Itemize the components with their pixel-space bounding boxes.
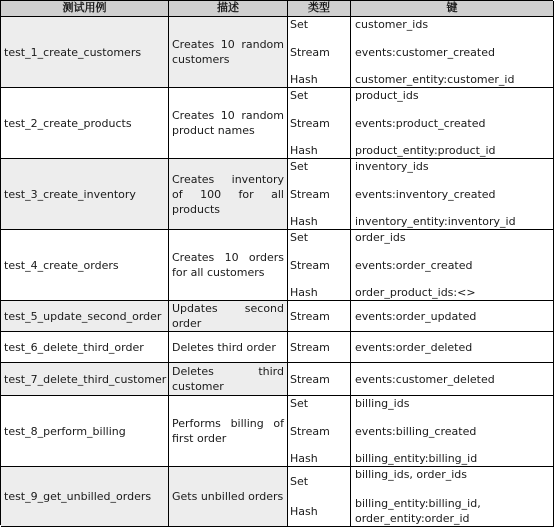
row-2-type-3: Hash — [290, 144, 318, 157]
table-row-1-name: test_1_create_customers — [1, 17, 169, 88]
row-6-type-1: Stream — [290, 340, 330, 354]
table-row-4-key — [351, 230, 554, 301]
table-row-3-type — [288, 159, 351, 230]
row-4-desc-text: Creates 10 orders for all customers — [172, 251, 284, 279]
table-row-8-key — [351, 396, 554, 467]
table-row-2-name: test_2_create_products — [1, 88, 169, 159]
row-4-key-2: events:order_created — [355, 258, 473, 272]
row-6-key-1: events:order_deleted — [355, 340, 473, 354]
row-7-desc-text: Deletes third customer — [172, 365, 284, 393]
row-1-desc-text: Creates 10 random customers — [172, 38, 284, 66]
table-row-9-name: test_9_get_unbilled_orders — [1, 467, 169, 527]
row-7-key-1: events:customer_deleted — [355, 372, 495, 386]
row-4-key-3: order_product_ids:<> — [355, 286, 476, 299]
row-8-key-3: billing_entity:billing_id — [355, 452, 478, 465]
row-2-desc-text: Creates 10 random product names — [172, 109, 284, 137]
table-row-2-key — [351, 88, 554, 159]
table-row-4-name: test_4_create_orders — [1, 230, 169, 301]
row-4-key-1: order_ids — [355, 231, 406, 244]
row-8-type-1: Set — [290, 397, 309, 410]
row-2-key-2: events:product_created — [355, 116, 486, 130]
row-9-type-2: Hash — [290, 504, 318, 518]
table-row-2-desc — [169, 88, 288, 159]
table-row-8-desc — [169, 396, 288, 467]
table-row-8-type — [288, 396, 351, 467]
row-5-type-1: Stream — [290, 309, 330, 323]
table-row-9-desc — [169, 467, 288, 527]
table-row-7-type — [288, 363, 351, 396]
header-test-case: 测试用例 — [1, 1, 169, 17]
header-type: 类型 — [288, 1, 351, 17]
row-8-type-2: Stream — [290, 424, 330, 438]
table-row-1-type — [288, 17, 351, 88]
table-row-4-type — [288, 230, 351, 301]
row-9-type-1: Set — [290, 475, 309, 489]
row-7-type-1: Stream — [290, 372, 330, 386]
row-4-type-3: Hash — [290, 286, 318, 299]
row-3-key-3: inventory_entity:inventory_id — [355, 215, 516, 228]
row-2-type-1: Set — [290, 89, 309, 102]
row-3-type-3: Hash — [290, 215, 318, 228]
table-row-5-type — [288, 301, 351, 332]
row-1-key-3: customer_entity:customer_id — [355, 73, 515, 86]
table-row-1-desc — [169, 17, 288, 88]
row-1-type-2: Stream — [290, 45, 330, 59]
table-row-6-type — [288, 332, 351, 363]
table-row-6-desc — [169, 332, 288, 363]
table-row-3-key — [351, 159, 554, 230]
row-9-key-1: billing_ids, order_ids — [355, 468, 468, 481]
table-row-9-type — [288, 467, 351, 527]
row-9-key-2: billing_entity:billing_id, — [355, 497, 481, 510]
table-row-1-key — [351, 17, 554, 88]
table-row-7-key — [351, 363, 554, 396]
row-1-key-1: customer_ids — [355, 18, 429, 31]
table-row-5-key — [351, 301, 554, 332]
row-2-key-3: product_entity:product_id — [355, 144, 496, 157]
table-row-7-desc — [169, 363, 288, 396]
row-2-type-2: Stream — [290, 116, 330, 130]
row-1-type-3: Hash — [290, 73, 318, 86]
row-9-desc-text: Gets unbilled orders — [172, 490, 284, 503]
table-row-3-desc — [169, 159, 288, 230]
table-row-7-name: test_7_delete_third_customer — [1, 363, 169, 396]
header-key: 键 — [351, 1, 554, 17]
table-row-5-name: test_5_update_second_order — [1, 301, 169, 332]
row-2-key-1: product_ids — [355, 89, 419, 102]
table-row-3-name: test_3_create_inventory — [1, 159, 169, 230]
row-4-type-2: Stream — [290, 258, 330, 272]
row-8-key-2: events:billing_created — [355, 424, 477, 438]
row-5-key-1: events:order_updated — [355, 309, 477, 323]
row-3-key-2: events:inventory_created — [355, 187, 496, 201]
row-1-key-2: events:customer_created — [355, 45, 495, 59]
row-8-desc-text: Performs billing of first order — [172, 417, 284, 445]
row-5-desc-text: Updates second order — [172, 302, 284, 330]
table-row-5-desc — [169, 301, 288, 332]
row-3-type-2: Stream — [290, 187, 330, 201]
row-9-key-3: order_entity:order_id — [355, 512, 470, 525]
row-6-desc-text: Deletes third order — [172, 340, 276, 354]
row-4-type-1: Set — [290, 231, 309, 244]
row-3-key-1: inventory_ids — [355, 160, 429, 173]
row-9-key-group — [355, 496, 551, 526]
row-3-desc-text: Creates inventory of 100 for all products — [172, 172, 284, 216]
table-row-8-name: test_8_perform_billing — [1, 396, 169, 467]
row-8-type-3: Hash — [290, 452, 318, 465]
row-8-key-1: billing_ids — [355, 397, 410, 410]
header-description: 描述 — [169, 1, 288, 17]
table-row-4-desc — [169, 230, 288, 301]
row-3-type-1: Set — [290, 160, 309, 173]
table-row-2-type — [288, 88, 351, 159]
table-row-6-key — [351, 332, 554, 363]
row-1-type-1: Set — [290, 18, 309, 31]
table-row-6-name: test_6_delete_third_order — [1, 332, 169, 363]
table-row-9-key — [351, 467, 554, 527]
